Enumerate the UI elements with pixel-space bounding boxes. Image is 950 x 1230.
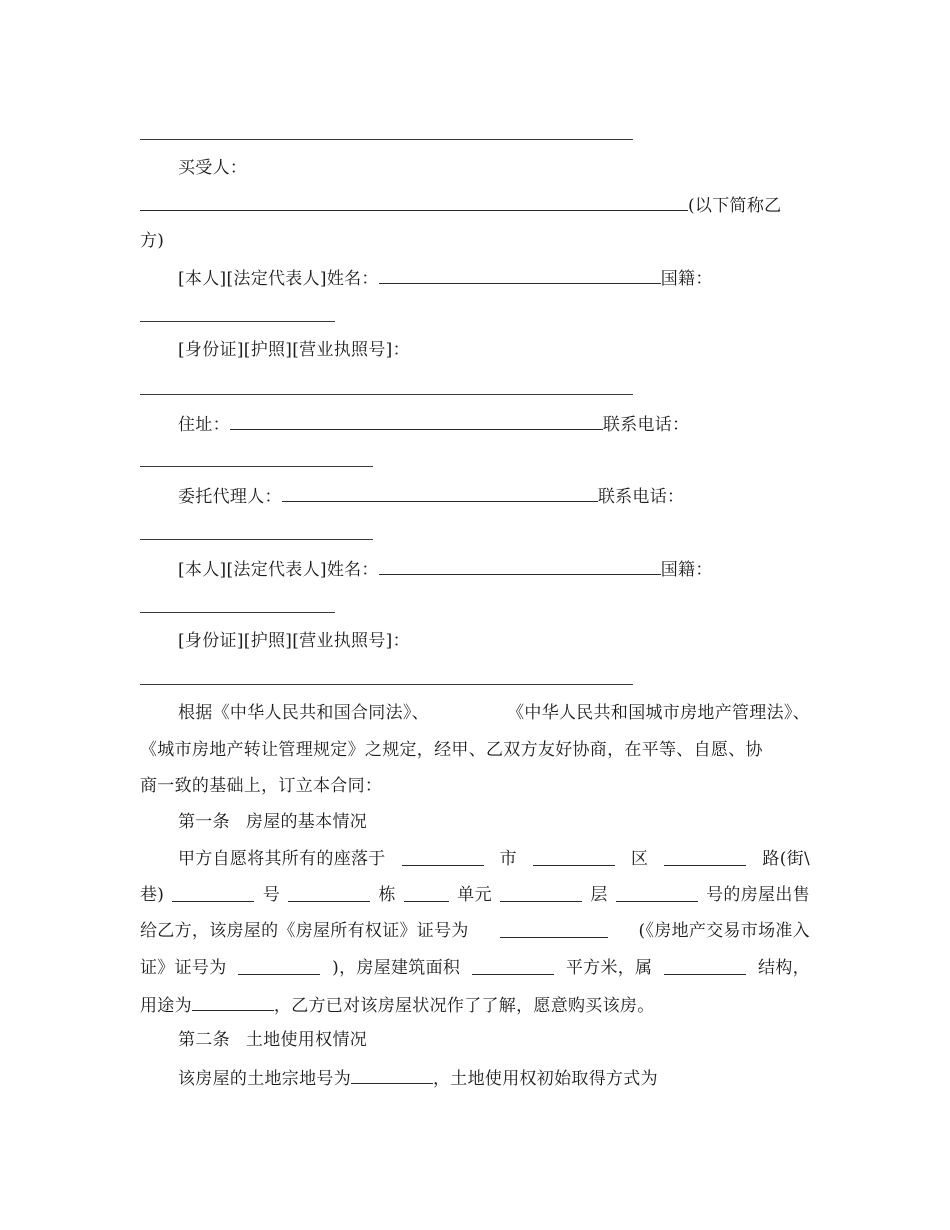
preamble-line-2 [140,739,810,761]
city-blank [402,848,484,866]
buyer-abbr-close [140,230,810,252]
article-1-title: 房屋的基本情况 [245,812,368,832]
buyer-name-line [178,266,810,288]
road-blank [664,848,746,866]
buyer-person-blank [379,266,661,284]
a1-t14: )，房屋建筑面积 [332,958,461,978]
market-cert-blank [238,957,320,975]
buyer-phone-label: 联系电话： [602,415,690,435]
buyer-phone-blank [140,466,373,467]
article-2-title: 土地使用权情况 [245,1030,368,1050]
buyer-name-label: [本人][法定代表人]姓名： [178,269,379,289]
building-blank [288,884,370,902]
buyer-id-label: [身份证][护照][营业执照号]： [178,340,410,360]
agent-id-line [178,630,810,652]
buyer-abbr-close-text: 方) [140,231,165,251]
buyer-abbr-open: (以下简称乙 [688,196,782,216]
a1-t15: 平方米，属 [565,958,653,978]
article-1-number: 第一条 [178,812,230,832]
room-blank [616,884,698,902]
buyer-name-blank [140,193,688,211]
agent-name-line [178,557,810,579]
agent-name-label: [本人][法定代表人]姓名： [178,560,379,580]
article-1-line-3 [140,920,810,942]
a1-t17: 用途为 [140,996,192,1016]
unit-blank [404,884,449,902]
floor-blank [500,884,582,902]
lane-number-blank [172,884,254,902]
a1-t3: 区 [631,849,649,869]
agent-blank [282,484,598,502]
preamble-line-1 [178,702,810,724]
article-1-line-1 [178,848,810,870]
preamble-l2: 《城市房地产转让管理规定》之规定，经甲、乙双方友好协商，在平等、自愿、协 [140,740,763,760]
article-1-heading [178,811,810,833]
agent-line [178,484,810,506]
ownership-cert-blank [500,920,608,938]
a1-t11: 给乙方，该房屋的《房屋所有权证》证号为 [140,921,469,941]
a1-t7: 栋 [378,885,396,905]
buyer-address-line [178,412,810,434]
article-2-number: 第二条 [178,1030,230,1050]
buyer-nationality-label: 国籍： [660,269,713,289]
a2-t2: ，土地使用权初始取得方式为 [433,1069,658,1089]
preamble-l1a: 根据《中华人民共和国合同法》、 [178,703,429,723]
buyer-abbr-line [140,193,810,215]
agent-id-label: [身份证][护照][营业执照号]： [178,631,410,651]
article-2-line-1 [178,1066,810,1088]
area-blank [472,957,554,975]
a1-t2: 市 [499,849,517,869]
a1-t6: 号 [262,885,281,905]
a1-t18: ，乙方已对该房屋状况作了了解，愿意购买该房。 [273,996,655,1016]
agent-phone-blank [140,539,373,540]
preamble-l3: 商一致的基础上，订立本合同： [140,776,383,796]
buyer-id-line [178,339,810,361]
a1-t12: (《房地产交易市场准入 [638,921,810,941]
article-2-heading [178,1029,810,1051]
article-1-line-5 [140,993,810,1015]
land-parcel-blank [351,1066,433,1084]
a1-t4: 路(街\ [762,849,810,869]
blank-rule [140,139,633,140]
a1-t10: 号的房屋出售 [706,885,810,905]
agent-nationality-label: 国籍： [660,560,713,580]
agent-person-blank [379,557,661,575]
preamble-line-3 [140,775,810,797]
structure-blank [664,957,746,975]
a1-t8: 单元 [457,885,492,905]
agent-nationality-blank [140,612,335,613]
preamble-l1b: 《中华人民共和国城市房地产管理法》、 [507,703,810,723]
agent-label: 委托代理人： [178,487,282,507]
a2-t1: 该房屋的土地宗地号为 [178,1069,351,1089]
agent-id-blank [140,684,633,685]
buyer-label-text: 买受人： [178,158,248,178]
district-blank [533,848,615,866]
article-1-line-2 [140,884,810,906]
a1-t9: 层 [590,885,608,905]
a1-t5: 巷) [140,885,165,905]
buyer-label [178,157,810,179]
a1-t16: 结构， [758,958,810,978]
buyer-address-label: 住址： [178,415,230,435]
a1-t1: 甲方自愿将其所有的座落于 [178,849,386,869]
buyer-address-blank [230,412,603,430]
buyer-id-blank [140,394,633,395]
article-1-line-4 [140,957,810,979]
buyer-nationality-blank [140,321,335,322]
agent-phone-label: 联系电话： [597,487,685,507]
a1-t13: 证》证号为 [140,958,227,978]
usage-blank [192,993,274,1011]
